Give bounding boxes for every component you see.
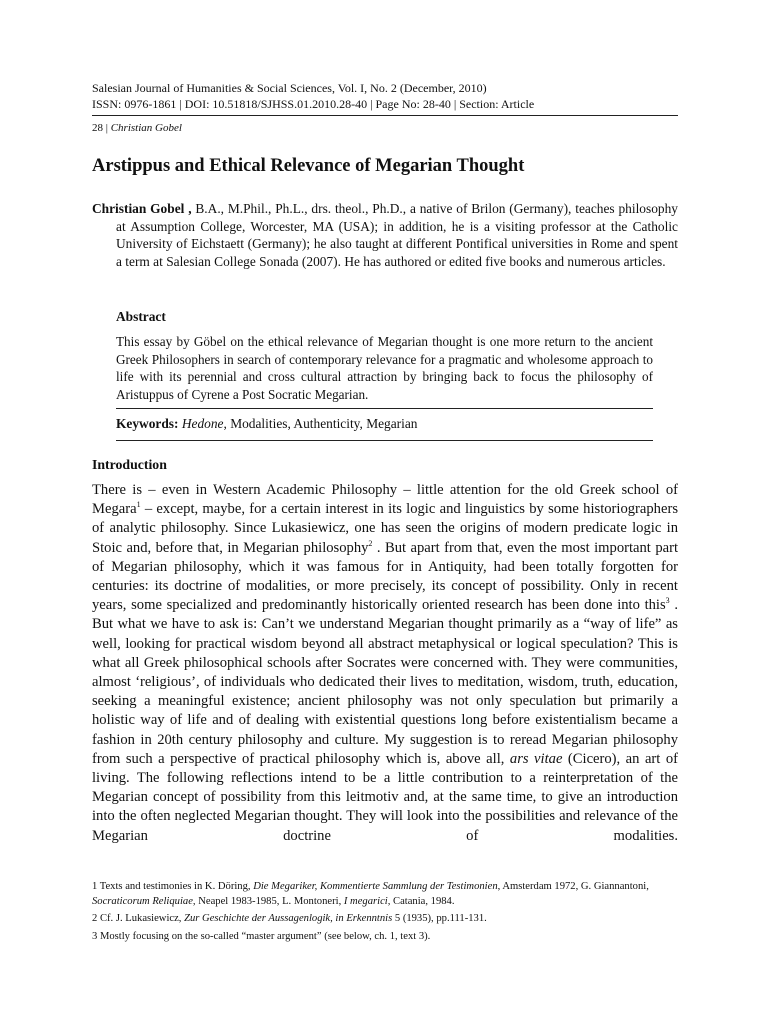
journal-citation: Salesian Journal of Humanities & Social Sciences, Vol. I, No. 2 (December, 2010) bbox=[92, 81, 487, 95]
running-head-author: Christian Gobel bbox=[110, 122, 182, 134]
abstract-text: This essay by Göbel on the ethical relevance of Megarian thought is one more return to the ancient Greek Philosophers in search of contemporary relevance for a pragmatic and wholesome approach to life with its perennial and cross cultural attraction by bringing back to focus the philosophy of Aristuppus of Cyrene a Post Socratic Megarian. bbox=[116, 334, 653, 402]
abstract-heading: Abstract bbox=[116, 309, 166, 324]
footnote-1-italic-1: Die Megariker, Kommentierte Sammlung der Testimonien bbox=[253, 881, 498, 892]
footnote-1-text-a: 1 Texts and testimonies in K. Döring, bbox=[92, 881, 254, 892]
introduction-heading: Introduction bbox=[92, 457, 167, 472]
header-rule bbox=[92, 115, 678, 116]
intro-text-1: There is – even in Western Academic Philosophy – little attention for the old Greek school of Megara bbox=[92, 482, 678, 518]
intro-text-3: . But apart from that, even the most important part of Megarian philosophy, which it was famous for in Antiquity, had been totally forgotten for centuries: its doctrine of modalities, or more precisely, its concept of possibility. Only in recent years, some specialized and predominantly historically oriented research has been done into this bbox=[92, 539, 679, 614]
introduction-body bbox=[92, 481, 678, 846]
journal-identifiers: ISSN: 0976-1861 | DOI: 10.51818/SJHSS.01.2010.28-40 | Page No: 28-40 | Section: Article bbox=[92, 97, 535, 111]
keywords bbox=[116, 408, 653, 441]
author-bio bbox=[92, 200, 678, 270]
intro-text-4: . But what we have to ask is: Can’t we understand Megarian thought primarily as a “way of life” as well, looking for practical wisdom beyond all abstract metaphysical or logical speculation? This is what all Greek philosophical schools after Socrates were concerned with. They were communities, almost ‘religious’, of individuals who dedicated their lives to meditation, wisdom, truth, education, seeking a meaningful existence; ancient philosophy was not only speculation but primarily a holistic way of life and of dealing with existential questions long before existentialism became a fashion in 20th century philosophy and culture. My suggestion is to reread Megarian philosophy from such a perspective of practical philosophy which is, above all, bbox=[92, 597, 679, 767]
footnote-2-text-a: 2 Cf. J. Lukasiewicz, bbox=[92, 913, 185, 924]
footnote-ref-1[interactable]: 1 bbox=[136, 500, 141, 510]
article-title: Arstippus and Ethical Relevance of Megarian Thought bbox=[92, 156, 525, 176]
footnote-3 bbox=[92, 930, 678, 945]
author-name: Christian Gobel , bbox=[92, 201, 192, 216]
footnote-ref-2[interactable]: 2 bbox=[368, 538, 373, 548]
footnote-1-text-b: , Amsterdam 1972, G. Giannantoni, bbox=[497, 881, 649, 892]
keywords-rest: , Modalities, Authenticity, Megarian bbox=[223, 416, 418, 431]
footnote-1-italic-3: I megarici, bbox=[343, 895, 391, 907]
intro-text-2: – except, maybe, for a certain interest in its logic and linguistics by some historiographers of analytic philosophy. Since Lukasiewicz, one has seen the origins of modern predicate logic in Stoic and, before that, in Megarian philosophy bbox=[92, 501, 678, 556]
footnote-1 bbox=[92, 880, 678, 909]
journal-header bbox=[92, 80, 678, 112]
footnotes bbox=[92, 880, 678, 947]
footnote-2-text-b: 5 (1935), pp.111-131. bbox=[392, 913, 487, 924]
footnote-1-text-c: Neapel 1983-1985, L. Montoneri, bbox=[195, 895, 344, 907]
keyword-hedone: Hedone bbox=[181, 416, 224, 431]
footnote-ref-3[interactable]: 3 bbox=[665, 596, 670, 606]
running-head-separator: | bbox=[105, 122, 108, 134]
author-bio-text: B.A., M.Phil., Ph.L., drs. theol., Ph.D., a native of Brilon (Germany), teaches philosophy at Assumption College, Worcester, MA (USA); in addition, he is a visiting professor at the Catholic University of Eichstaett (Germany); he also taught at different Pontifical universities in Rome and spent a term at Salesian College Sonada (2007). He has authored or edited five books and numerous articles. bbox=[116, 201, 678, 269]
footnote-3-text: 3 Mostly focusing on the so-called “master argument” (see below, ch. 1, text 3). bbox=[92, 930, 431, 942]
footnote-2-italic-1: Zur Geschichte der Aussagenlogik, in Erkenntnis bbox=[184, 913, 393, 924]
footnote-2 bbox=[92, 912, 678, 927]
running-head bbox=[92, 121, 182, 135]
keywords-label: Keywords: bbox=[116, 416, 179, 431]
intro-ars-vitae: ars vitae bbox=[509, 750, 563, 767]
footnote-1-text-d: Catania, 1984. bbox=[390, 895, 455, 907]
footnote-1-italic-2: Socraticorum Reliquiae, bbox=[92, 895, 196, 907]
intro-text-5: (Cicero), an art of living. The following reflections intend to be a little contribution to a reinterpretation of the Megarian concept of possibility from this leitmotiv and, at the same time, to give an introduction into the often neglected Megarian thought. They will look into the possibilities and relevance of the Megarian doctrine of modalities. bbox=[92, 750, 679, 844]
page-number: 28 bbox=[92, 122, 103, 134]
